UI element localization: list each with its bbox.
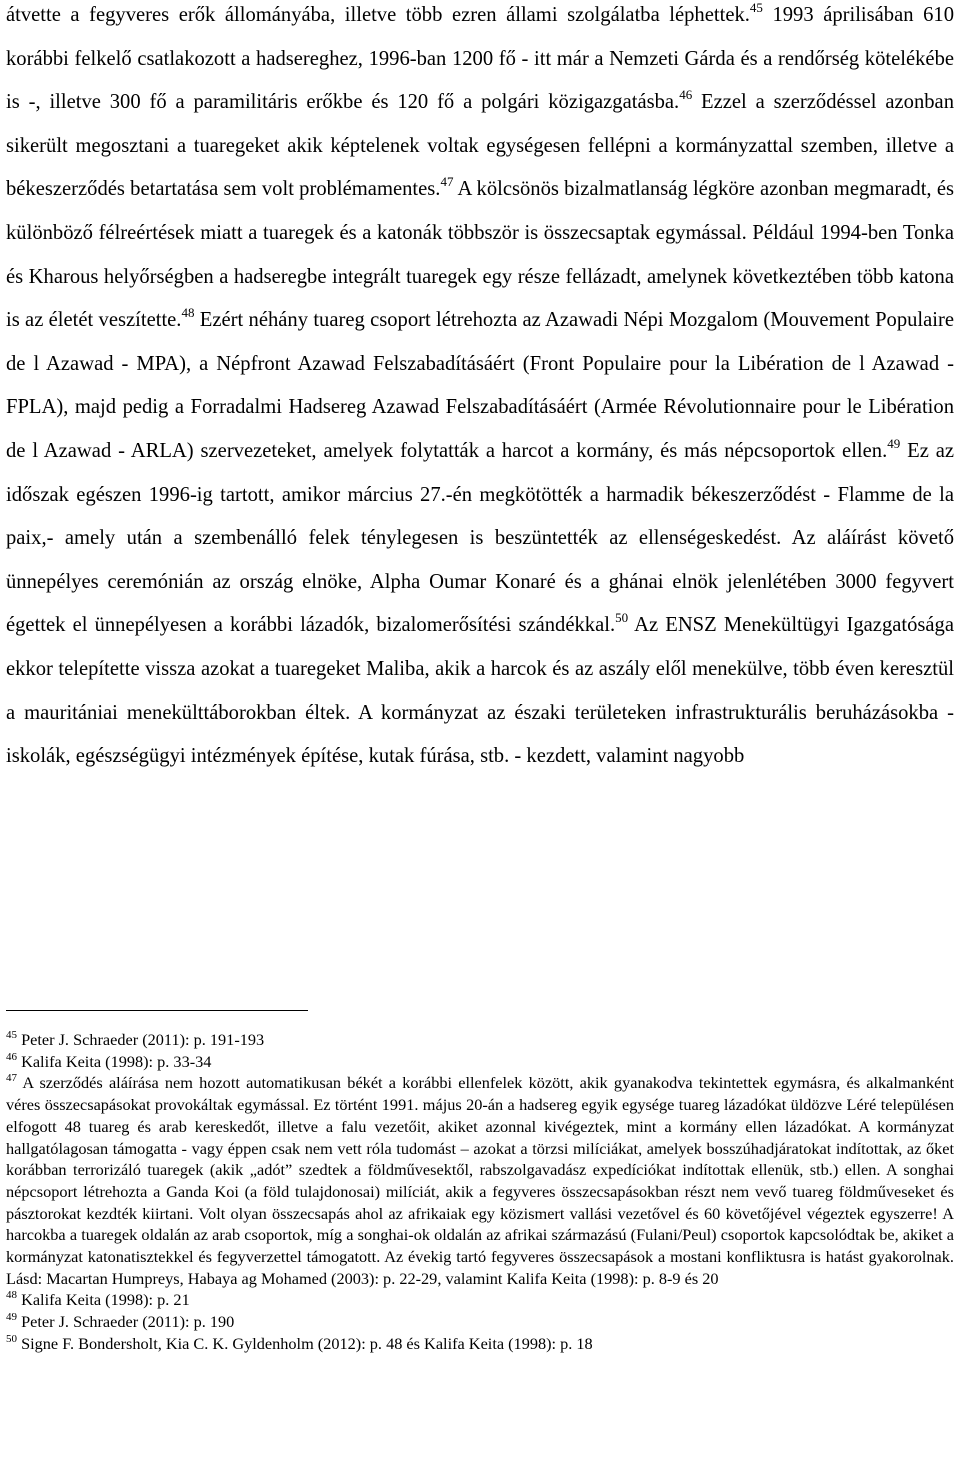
footnote-number: 50 [6, 1332, 17, 1345]
body-segment: Ez az időszak egészen 1996-ig tartott, amikor március 27.-én megkötötték a harmadik békeszerződést - Flamme de la paix,- amely után a szembenálló felek ténylegesen is beszüntették az ellenségeskedést. Az aláírást követő ünnepélyes ceremónián az ország elnöke, Alpha Oumar Konaré és a ghánai elnök jelenlétében 3000 fegyvert égettek el ünnepélyesen a korábbi lázadók, bizalomerősítési szándékkal. [6, 439, 954, 637]
footnote [6, 1029, 954, 1051]
footnote-number: 46 [6, 1050, 17, 1063]
footnote-text: Peter J. Schraeder (2011): p. 191-193 [17, 1030, 265, 1049]
footnote [6, 1289, 954, 1311]
footnote-text: A szerződés aláírása nem hozott automatikusan békét a korábbi ellenfelek között, akik gyanakodva tekintettek egymásra, és alkalmanként véres összecsapásokat provokáltak egymással. Ez történt 1991. május 20-án a hadsereg egyik egysége tuareg lázadókat üldözve Léré településen elfogott 48 tuareg és arab kereskedőt, illetve a falu vezetőit, akiket azonnal kivégeztek, mint a kormány ellen lázadókat. A kormányzat hallgatólagosan támogatta - vagy éppen csak nem vett róla tudomást – azokat a törzsi milíciákat, amelyek bosszúhadjáratokat indítottak, az őket korábban terrorizáló tuaregek (akik „adót” szedtek a földművesektől, rabszolgavadász expedíciókat indítottak ellenük, stb.) ellen. A songhai népcsoport létrehozta a Ganda Koi (a föld tulajdonosai) milíciát, akik a fegyveres összecsapásokban részt nem vevő tuareg földműveseket és pásztorokat kezdték kiirtani. Volt olyan összecsapás ahol az afrikaiak egy közismert vallási vezetővel és 60 követőjével végeztek egyszerre! A harcokba a tuaregek oldalán az arab csoportok, míg a songhai-ok oldalán az afrikai származású (Fulani/Peul) csoportok kapcsolódtak be, akiket a kormányzat katonatisztekkel és fegyverzettel támogatott. Az évekig tartó fegyveres összecsapások a mostani konfliktusra is hatást gyakorolnak. Lásd: Macartan Humpreys, Habaya ag Mohamed (2003): p. 22-29, valamint Kalifa Keita (1998): p. 8-9 és 20 [6, 1073, 954, 1288]
footnote-number: 48 [6, 1289, 17, 1302]
footnote-text: Signe F. Bondersholt, Kia C. K. Gyldenholm (2012): p. 48 és Kalifa Keita (1998): p. 18 [17, 1333, 593, 1353]
footnote-ref[interactable]: 45 [749, 0, 763, 15]
footnote-number: 45 [6, 1029, 17, 1041]
body-segment: Ezért néhány tuareg csoport létrehozta az Azawadi Népi Mozgalom (Mouvement Populaire de l Azawad - MPA), a Népfront Azawad Felszabadításáért (Front Populaire pour la Libération de l Azawad - FPLA), majd pedig a Forradalmi Hadsereg Azawad Felszabadításáért (Armée Révolutionnaire pour le Libération de l Azawad - ARLA) szervezeteket, amelyek folytatták a harcot a kormány, és más népcsoportok ellen. [6, 309, 954, 462]
footnote [6, 1333, 954, 1355]
footnote [6, 1051, 954, 1073]
body-segment: 1993 áprilisában 610 korábbi felkelő csatlakozott a hadsereghez, 1996-ban 1200 fő - itt már a Nemzeti Gárda és a rendőrség kötelékébe is -, illetve 300 fő a paramilitáris erőkbe és 120 fő a polgári közigazgatásba. [6, 4, 954, 114]
body-segment: A kölcsönös bizalmatlanság légköre azonban megmaradt, és különböző félreértések miatt a tuaregek és a katonák többször is összecsaptak egymással. Például 1994-ben Tonka és Kharous helyőrségben a hadseregbe integrált tuaregek egy része fellázadt, amelynek következtében több katona is az életét veszítette. [6, 178, 954, 332]
footnote-ref[interactable]: 46 [679, 87, 693, 103]
footnote-ref[interactable]: 50 [615, 610, 629, 626]
body-segment: Az ENSZ Menekültügyi Igazgatósága ekkor telepítette vissza azokat a tuaregeket Maliba, akik a harcok és az aszály elől menekülve, több éven keresztül a mauritániai menekülttáborokban éltek. A kormányzat az északi területeken infrastrukturális beruházásokba - iskolák, egészségügyi intézmények építése, kutak fúrása, stb. - kezdett, valamint nagyobb [6, 614, 954, 768]
body-paragraph [6, 0, 954, 779]
footnote-ref[interactable]: 48 [181, 305, 195, 321]
footnote-text: Peter J. Schraeder (2011): p. 190 [17, 1312, 235, 1332]
footnote-separator [6, 1010, 308, 1011]
document-page [6, 0, 954, 1353]
footnote-text: Kalifa Keita (1998): p. 33-34 [17, 1051, 212, 1071]
footnote-text: Kalifa Keita (1998): p. 21 [17, 1290, 190, 1310]
footnote-ref[interactable]: 49 [887, 435, 901, 451]
footnote-number: 49 [6, 1311, 17, 1324]
footnotes-section [6, 1029, 954, 1355]
footnote [6, 1311, 954, 1333]
footnote-ref[interactable]: 47 [440, 174, 454, 190]
footnote-number: 47 [6, 1072, 17, 1085]
body-segment: átvette a fegyveres erők állományába, illetve több ezren állami szolgálatba léphettek. [6, 4, 750, 26]
footnote [6, 1072, 954, 1289]
body-segment: Ezzel a szerződéssel azonban sikerült megosztani a tuaregeket akik képtelenek voltak egységesen fellépni a kormányzattal szemben, illetve a békeszerződés betartatása sem volt problémamentes. [6, 91, 954, 201]
